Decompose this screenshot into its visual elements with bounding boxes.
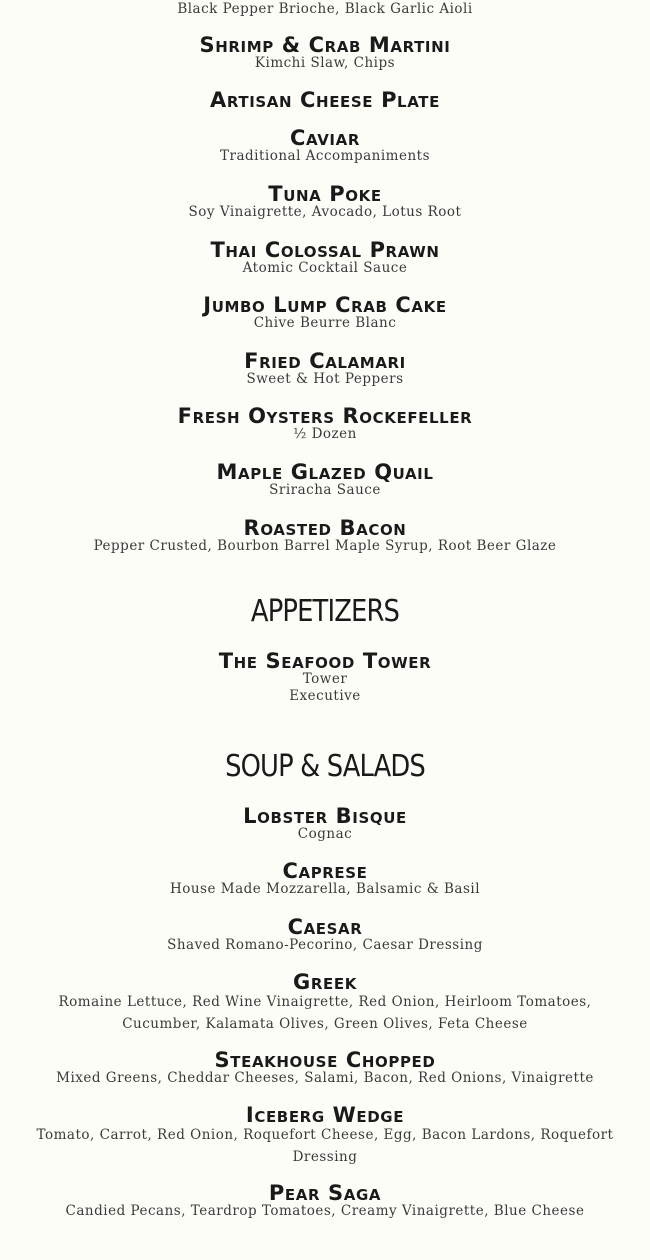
section-title: APPETIZERS (250, 594, 400, 629)
item-description: Tomato, Carrot, Red Onion, Roquefort Cheese, Egg, Bacon Lardons, Roquefort (36, 1127, 614, 1143)
item-description: Candied Pecans, Teardrop Tomatoes, Creamy Vinaigrette, Blue Cheese (65, 1203, 585, 1219)
menu-item (0, 127, 650, 165)
menu-item (0, 860, 650, 898)
item-name: Steakhouse Chopped (214, 1048, 436, 1072)
item-name: Caviar (290, 126, 360, 150)
section-title: SOUP & SALADS (225, 749, 425, 784)
menu-item (0, 34, 650, 72)
item-name: Jumbo Lump Crab Cake (203, 293, 447, 317)
item-name: Shrimp & Crab Martini (199, 33, 451, 57)
item-name: Greek (293, 970, 357, 994)
menu-item (0, 294, 650, 332)
item-name: Artisan Cheese Plate (210, 88, 440, 112)
item-name: Iceberg Wedge (245, 1103, 405, 1127)
item-description: Sriracha Sauce (269, 482, 381, 498)
item-name: Caprese (282, 859, 368, 883)
item-description: Chive Beurre Blanc (253, 315, 397, 331)
item-description: Executive (289, 688, 361, 704)
item-description: Shaved Romano-Pecorino, Caesar Dressing (167, 937, 483, 953)
section-appetizers (0, 594, 650, 630)
menu-item (0, 1182, 650, 1220)
item-name: Roasted Bacon (243, 516, 407, 540)
item-name: Caesar (287, 915, 363, 939)
menu-item (0, 971, 650, 1035)
menu-item (0, 350, 650, 388)
item-description: Soy Vinaigrette, Avocado, Lotus Root (188, 204, 462, 220)
menu-item (0, 89, 650, 111)
item-name: Tuna Poke (268, 182, 382, 206)
item-description: Tower (302, 671, 348, 687)
menu-item (0, 183, 650, 221)
section-soup-salads (0, 749, 650, 785)
item-description: Sweet & Hot Peppers (246, 371, 404, 387)
menu-item (0, 805, 650, 843)
item-description: ½ Dozen (293, 426, 357, 442)
item-description: Kimchi Slaw, Chips (254, 55, 396, 71)
menu-item (0, 461, 650, 499)
top-fragment-description: Black Pepper Brioche, Black Garlic Aioli (177, 1, 473, 17)
item-description: Atomic Cocktail Sauce (242, 260, 408, 276)
menu-item (0, 405, 650, 443)
item-name: Fresh Oysters Rockefeller (177, 404, 473, 428)
item-description: House Made Mozzarella, Balsamic & Basil (169, 881, 481, 897)
menu-item (0, 916, 650, 954)
item-name: Lobster Bisque (243, 804, 407, 828)
item-name: Pear Saga (268, 1181, 382, 1205)
item-description: Pepper Crusted, Bourbon Barrel Maple Syrup, Root Beer Glaze (93, 538, 557, 554)
item-name: Fried Calamari (244, 349, 406, 373)
item-description: Mixed Greens, Cheddar Cheeses, Salami, Bacon, Red Onions, Vinaigrette (56, 1070, 594, 1086)
item-description: Dressing (292, 1149, 358, 1165)
menu-item (0, 1049, 650, 1087)
item-description: Cognac (297, 826, 353, 842)
item-name: Thai Colossal Prawn (210, 238, 440, 262)
item-name: Maple Glazed Quail (216, 460, 434, 484)
menu-item (0, 650, 650, 705)
menu-item (0, 517, 650, 555)
item-description: Traditional Accompaniments (219, 148, 431, 164)
menu-item (0, 239, 650, 277)
item-description: Romaine Lettuce, Red Wine Vinaigrette, Red Onion, Heirloom Tomatoes, (58, 994, 592, 1010)
item-description: Cucumber, Kalamata Olives, Green Olives, Feta Cheese (122, 1016, 528, 1032)
item-name: The Seafood Tower (218, 649, 432, 673)
menu-item (0, 1104, 650, 1168)
